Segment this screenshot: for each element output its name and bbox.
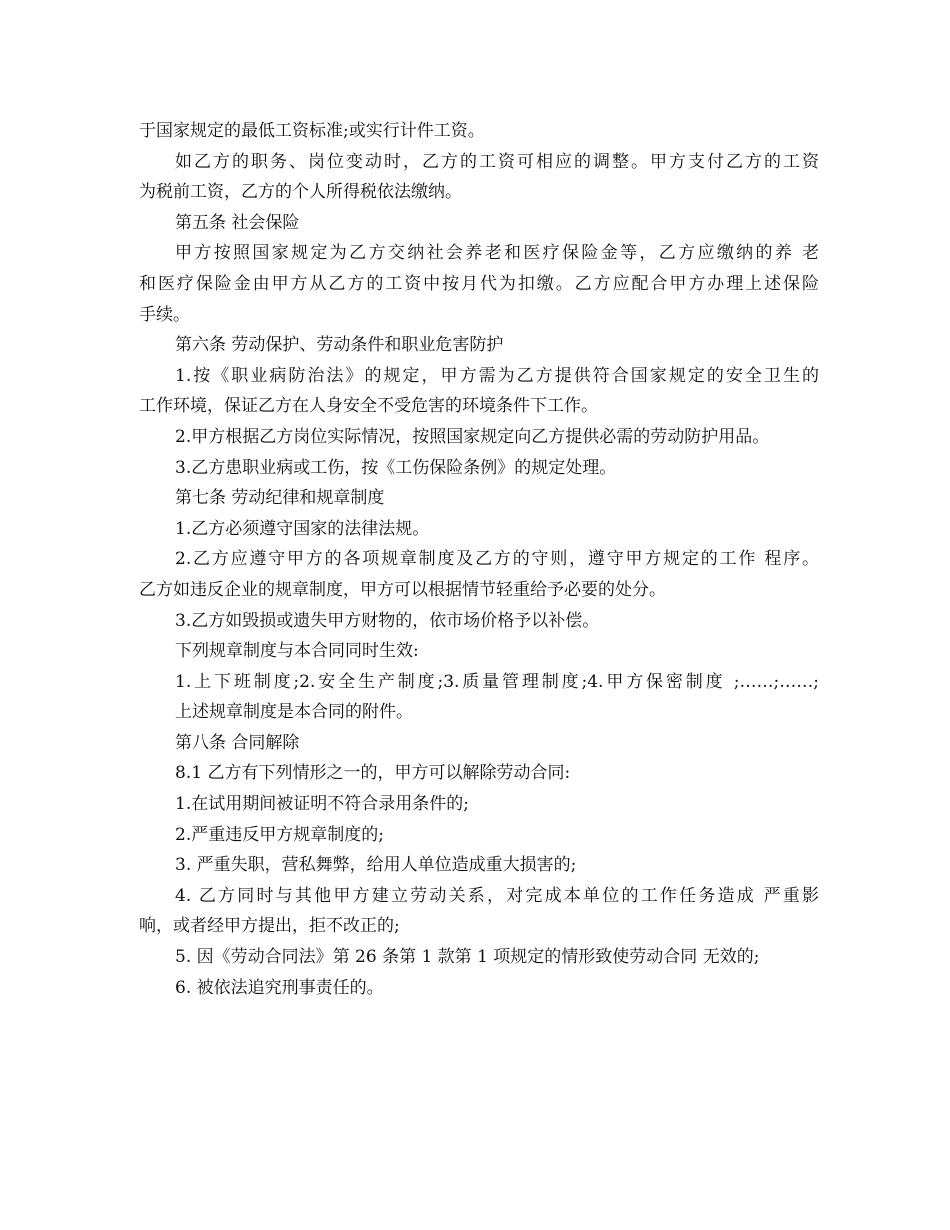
section-heading: 第八条 合同解除 [175,732,300,753]
list-item: 1.在试用期间被证明不符合录用条件的; [175,794,469,815]
text-line: 为税前工资，乙方的个人所得税依法缴纳。 [139,182,462,203]
text-line: 手续。 [139,304,190,325]
text-line: 乙方如违反企业的规章制度，甲方可以根据情节轻重给予必要的处分。 [139,579,666,600]
text-line: 2.乙方应遵守甲方的各项规章制度及乙方的守则，遵守甲方规定的工作 程序。 [175,549,819,570]
text-line: 响，或者经甲方提出，拒不改正的; [139,916,400,937]
section-heading: 第五条 社会保险 [175,212,300,233]
text-line: 1.按《职业病防治法》的规定，甲方需为乙方提供符合国家规定的安全卫生的 [175,365,819,386]
section-heading: 第七条 劳动纪律和规章制度 [175,488,385,509]
text-line: 3.乙方如毁损或遗失甲方财物的，依市场价格予以补偿。 [175,610,600,631]
text-line: 8.1 乙方有下列情形之一的，甲方可以解除劳动合同: [175,763,571,784]
text-line: 上述规章制度是本合同的附件。 [175,702,413,723]
text-line: 如乙方的职务、岗位变动时，乙方的工资可相应的调整。甲方支付乙方的工资 [175,151,819,172]
text-line: 工作环境，保证乙方在人身安全不受危害的环境条件下工作。 [139,396,598,417]
section-heading: 第六条 劳动保护、劳动条件和职业危害防护 [175,335,504,356]
list-item: 3. 严重失职，营私舞弊，给用人单位造成重大损害的; [175,855,577,876]
text-line: 1.乙方必须遵守国家的法律法规。 [175,518,430,539]
text-line: 和医疗保险金由甲方从乙方的工资中按月代为扣缴。乙方应配合甲方办理上述保险 [139,273,819,294]
list-item: 5. 因《劳动合同法》第 26 条第 1 款第 1 项规定的情形致使劳动合同 无效的; [175,947,760,968]
text-line: 下列规章制度与本合同同时生效: [175,641,419,662]
list-item: 6. 被依法追究刑事责任的。 [175,977,384,998]
text-line: 2.甲方根据乙方岗位实际情况，按照国家规定向乙方提供必需的劳动防护用品。 [175,426,770,447]
text-line: 甲方按照国家规定为乙方交纳社会养老和医疗保险金等，乙方应缴纳的养 老 [175,243,819,264]
list-item: 4. 乙方同时与其他甲方建立劳动关系，对完成本单位的工作任务造成 严重影 [175,885,819,906]
text-line: 1.上下班制度;2.安全生产制度;3.质量管理制度;4.甲方保密制度 ;……;……; [175,671,819,692]
text-line: 3.乙方患职业病或工伤，按《工伤保险条例》的规定处理。 [175,457,617,478]
text-line: 于国家规定的最低工资标准;或实行计件工资。 [139,121,485,141]
list-item: 2.严重违反甲方规章制度的; [175,824,384,845]
document-body [139,116,819,1003]
